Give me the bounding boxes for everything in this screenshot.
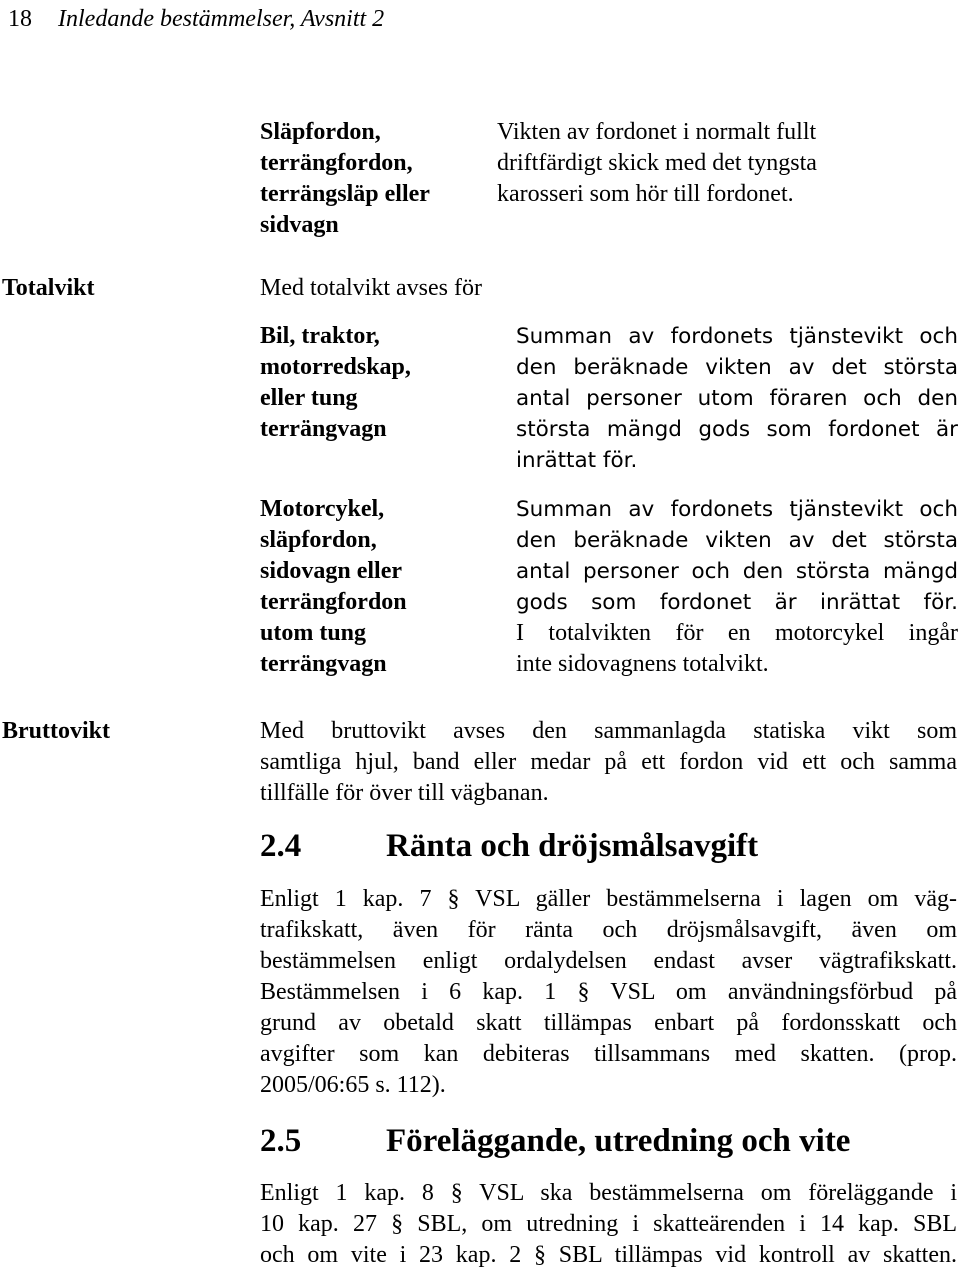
definition-line: Vikten av fordonet i normalt fullt [497, 119, 817, 145]
definition-line: driftfärdigt skick med det tyngsta [497, 150, 817, 176]
paragraph-line: Med bruttovikt avses den sammanlagda statiska vikt som [260, 718, 957, 744]
paragraph-line: 2005/06:65 s. 112). [260, 1072, 446, 1098]
term-motorcykel: Motorcykel, släpfordon, sidovagn eller terrängfordon utom tung terrängvagn [260, 496, 407, 677]
definition-line: den beräknade vikten av det största [516, 528, 958, 553]
paragraph-line: bestämmelsen enligt ordalydelsen endast avser vägtrafikskatt. [260, 948, 957, 974]
paragraph-line: tillfälle för över till vägbanan. [260, 780, 549, 806]
page-header [8, 4, 384, 35]
definition-motorcykel [516, 494, 958, 680]
side-label-bruttovikt: Bruttovikt [2, 718, 110, 744]
paragraph-line: avgifter som kan debiteras tillsammans med skatten. (prop. [260, 1041, 957, 1067]
section-heading-2-5 [260, 1121, 850, 1161]
paragraph-line: samtliga hjul, band eller medar på ett fordon vid ett och samma [260, 749, 957, 775]
term-bil-traktor: Bil, traktor, motorredskap, eller tung terrängvagn [260, 323, 411, 442]
paragraph-line: Bestämmelsen i 6 kap. 1 § VSL om användningsförbud på [260, 979, 957, 1005]
definition-line: karosseri som hör till fordonet. [497, 181, 794, 207]
paragraph-line: grund av obetald skatt tillämpas enbart på fordonsskatt och [260, 1010, 957, 1036]
section-number: 2.4 [260, 828, 302, 864]
definition-line: antal personer utom föraren och den [516, 386, 958, 411]
definition-bil-traktor [516, 321, 958, 476]
section-heading-2-4 [260, 826, 758, 866]
paragraph-line: Enligt 1 kap. 7 § VSL gäller bestämmelserna i lagen om väg- [260, 886, 957, 912]
definition-line: Summan av fordonets tjänstevikt och [516, 497, 958, 522]
definition-line: inrättat för. [516, 448, 638, 473]
bruttovikt-definition [260, 716, 957, 809]
section-title: Ränta och dröjsmålsavgift [386, 828, 759, 864]
section-2-5-body [260, 1178, 957, 1271]
definition-line: antal personer och den största mängd [516, 559, 958, 584]
definition-line: I totalvikten för en motorcykel ingår [516, 620, 958, 646]
definition-line: största mängd gods som fordonet är [516, 417, 958, 442]
definition-line: inte sidovagnens totalvikt. [516, 651, 769, 677]
term-slapfordon: Släpfordon, terrängfordon, terrängsläp eller sidvagn [260, 119, 430, 238]
section-number: 2.5 [260, 1123, 302, 1159]
page-number: 18 [8, 6, 32, 32]
section-2-4-body [260, 884, 957, 1101]
paragraph-line: och om vite i 23 kap. 2 § SBL tillämpas vid kontroll av skatten. [260, 1242, 957, 1268]
definition-line: gods som fordonet är inrättat för. [516, 590, 958, 615]
paragraph-line: Enligt 1 kap. 8 § VSL ska bestämmelserna om föreläggande i [260, 1180, 957, 1206]
section-title: Föreläggande, utredning och vite [386, 1123, 851, 1159]
definition-line: Summan av fordonets tjänstevikt och [516, 324, 958, 349]
side-label-totalvikt: Totalvikt [2, 275, 95, 301]
paragraph-line: trafikskatt, även för ränta och dröjsmålsavgift, även om [260, 917, 957, 943]
totalvikt-intro: Med totalvikt avses för [260, 275, 482, 301]
definition-line: den beräknade vikten av det största [516, 355, 958, 380]
definition-slapfordon [497, 117, 897, 210]
paragraph-line: 10 kap. 27 § SBL, om utredning i skatteärenden i 14 kap. SBL [260, 1211, 957, 1237]
page-title: Inledande bestämmelser, Avsnitt 2 [58, 6, 385, 32]
